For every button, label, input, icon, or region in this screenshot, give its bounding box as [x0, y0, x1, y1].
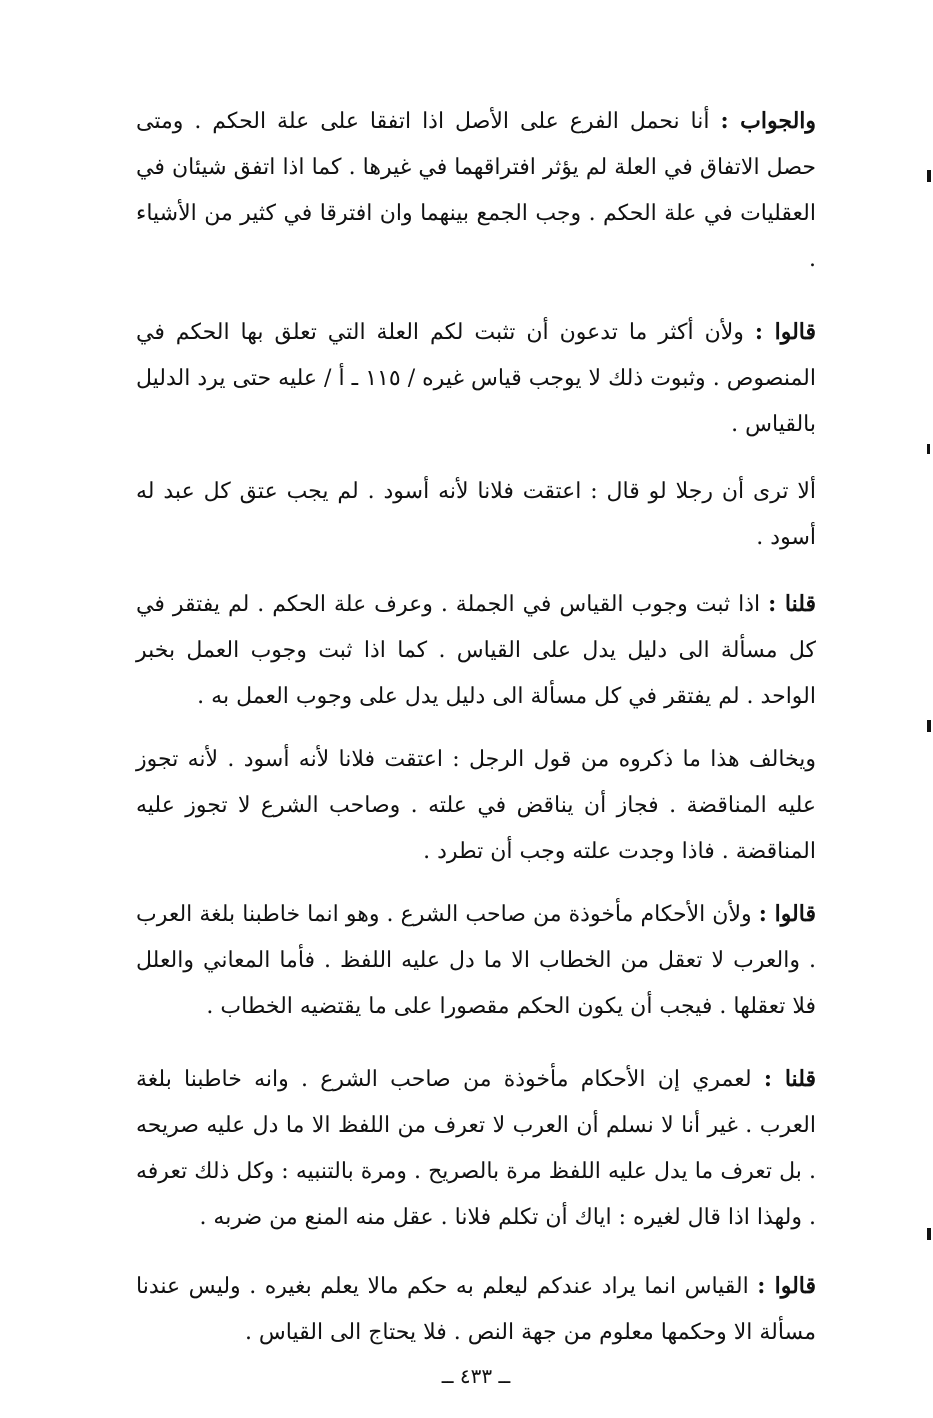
scan-edge-mark — [927, 170, 931, 182]
paragraph-example — [136, 468, 816, 561]
paragraph-text: لعمري إن الأحكام مأخوذة من صاحب الشرع . وانه خاطبنا بلغة العرب . غير أنا لا نسلم أن العرب لا تعرف من اللفظ الا ما دل عليه صريحه . بل تعرف ما يدل عليه اللفظ مرة بالصريح . ومرة بالتنبيه : وكل ذلك تعرفه . ولهذا اذا قال لغيره : اياك أن تكلم فلانا . عقل منه المنع من ضربه . — [136, 1067, 816, 1230]
scan-edge-mark — [927, 720, 931, 732]
paragraph-answer — [136, 98, 816, 283]
paragraph-reply-2 — [136, 1056, 816, 1241]
paragraph-text: ألا ترى أن رجلا لو قال : اعتقت فلانا لأنه أسود . لم يجب عتق كل عبد له أسود . — [136, 479, 816, 550]
paragraph-keyword: قالوا : — [754, 319, 816, 345]
paragraph-reply-1 — [136, 581, 816, 720]
paragraph-objection-2 — [136, 891, 816, 1030]
paragraph-keyword: قالوا : — [758, 901, 816, 927]
paragraph-text: ولأن أكثر ما تدعون أن تثبت لكم العلة التي تعلق بها الحكم في المنصوص . وثبوت ذلك لا يوجب قياس غيره / ١١٥ ـ أ / عليه حتى يرد الدليل بالقياس . — [136, 320, 816, 437]
paragraph-keyword: والجواب : — [720, 108, 817, 134]
scan-edge-mark — [927, 1228, 931, 1240]
page-number: ــ ٤٣٣ ــ — [441, 1364, 511, 1388]
paragraph-objection-3 — [136, 1263, 816, 1356]
paragraph-text: اذا ثبت وجوب القياس في الجملة . وعرف علة الحكم . لم يفتقر في كل مسألة الى دليل يدل على القياس . كما اذا ثبت وجوب العمل بخبر الواحد . لم يفتقر في كل مسألة الى دليل يدل على وجوب العمل به . — [136, 592, 816, 709]
paragraph-keyword: قلنا : — [763, 1066, 816, 1092]
scan-edge-mark — [927, 444, 930, 454]
paragraph-text: القياس انما يراد عندكم ليعلم به حكم مالا يعلم بغيره . وليس عندنا مسألة الا وحكمها معلوم من جهة النص . فلا يحتاج الى القياس . — [136, 1274, 816, 1345]
paragraph-keyword: قالوا : — [757, 1273, 816, 1299]
paragraph-objection-1 — [136, 309, 816, 448]
paragraph-distinction — [136, 736, 816, 875]
page-body — [136, 98, 816, 1388]
paragraph-text: ويخالف هذا ما ذكروه من قول الرجل : اعتقت فلانا لأنه أسود . لأنه تجوز عليه المناقضة . فجاز أن يناقض في علته . وصاحب الشرع لا تجوز عليه المناقضة . فاذا وجدت علته وجب أن تطرد . — [136, 747, 816, 864]
paragraph-text: ولأن الأحكام مأخوذة من صاحب الشرع . وهو انما خاطبنا بلغة العرب . والعرب لا تعقل من الخطاب الا ما دل عليه اللفظ . فأما المعاني والعلل فلا تعقلها . فيجب أن يكون الحكم مقصورا على ما يقتضيه الخطاب . — [136, 902, 816, 1019]
paragraph-text: أنا نحمل الفرع على الأصل اذا اتفقا على علة الحكم . ومتى حصل الاتفاق في العلة لم يؤثر افتراقهما في غيرها . كما اذا اتفق شيئان في العقليات في علة الحكم . وجب الجمع بينهما وان افترقا في كثير من الأشياء . — [136, 109, 816, 272]
paragraph-keyword: قلنا : — [768, 591, 817, 617]
